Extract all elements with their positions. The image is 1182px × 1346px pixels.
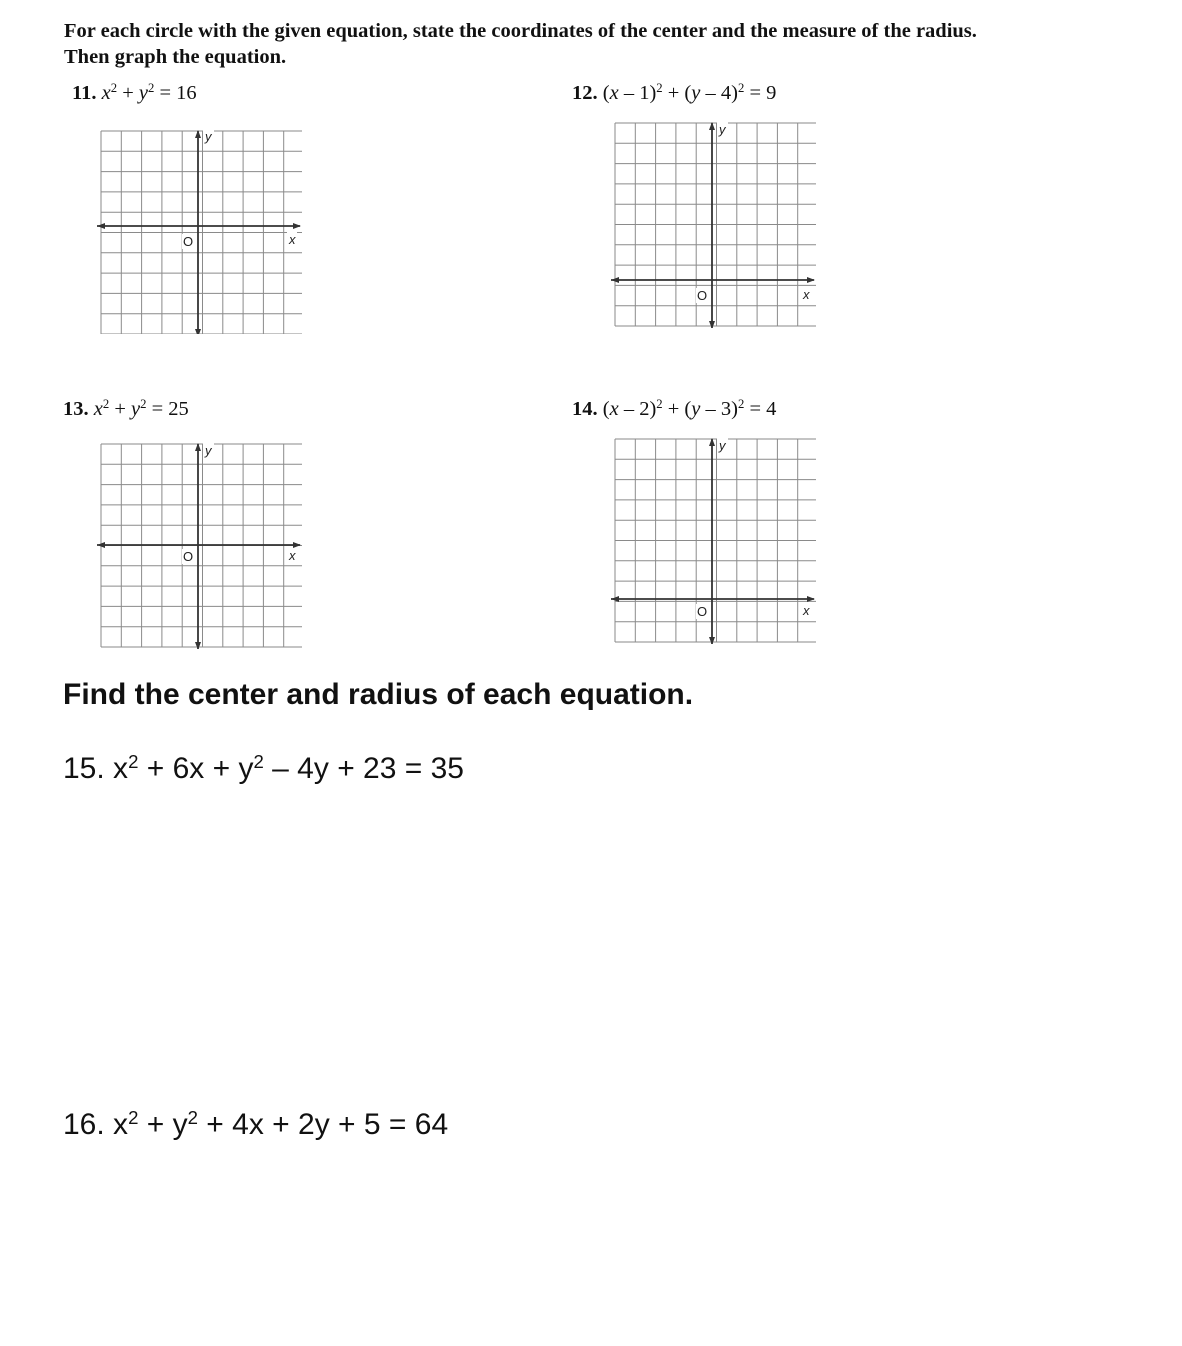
x-axis-label: x	[289, 548, 296, 563]
section-heading: Find the center and radius of each equation.	[63, 678, 694, 711]
problem-13-coordinate-grid[interactable]	[96, 441, 302, 649]
origin-label: O	[183, 549, 194, 564]
grid-lines	[615, 123, 816, 326]
grid-lines	[101, 131, 302, 334]
instructions-line-2: Then graph the equation.	[64, 46, 287, 68]
problem-11-coordinate-grid[interactable]	[96, 126, 302, 334]
problem-14-equation: 14. (x – 2)$^2$ + (y – 3)$^2$ = 4	[572, 397, 777, 420]
y-axis-label: y	[205, 129, 212, 144]
y-axis-down-arrow	[195, 642, 201, 649]
y-axis-down-arrow	[709, 637, 715, 644]
problem-13-equation: 13. $x^2 + y^2 = 25$	[63, 397, 189, 420]
grid-lines	[615, 439, 816, 642]
problem-number: 12.	[572, 82, 598, 104]
problem-16-equation: 16. $x^2 + y^2 + 4x + 2y + 5 = 64$	[63, 1106, 449, 1141]
x-axis-label: x	[803, 287, 810, 302]
x-axis-right-arrow	[807, 277, 815, 283]
y-axis-down-arrow	[195, 329, 201, 334]
x-axis-label: x	[289, 232, 296, 247]
y-axis-label: y	[719, 122, 726, 137]
problem-15-equation: 15. $x^2 + 6x + y^2 - 4y + 23 = 35$	[63, 750, 464, 785]
origin-label: O	[697, 288, 708, 303]
y-axis-down-arrow	[709, 321, 715, 328]
problem-12-coordinate-grid[interactable]	[610, 120, 816, 328]
problem-number: 16.	[63, 1108, 105, 1141]
y-axis-label: y	[205, 443, 212, 458]
problem-11-equation: 11. $x^2 + y^2 = 16$	[72, 81, 197, 104]
problem-number: 15.	[63, 752, 105, 785]
problem-12-equation: 12. (x – 1)$^2$ + (y – 4)$^2$ = 9	[572, 81, 777, 104]
problem-number: 13.	[63, 398, 89, 420]
instructions	[64, 18, 1144, 70]
problem-number: 11.	[72, 82, 97, 104]
x-axis-label: x	[803, 603, 810, 618]
x-axis-right-arrow	[293, 223, 301, 229]
problem-14-coordinate-grid[interactable]	[610, 436, 816, 644]
problem-number: 14.	[572, 398, 598, 420]
origin-label: O	[697, 604, 708, 619]
origin-label: O	[183, 234, 194, 249]
y-axis-label: y	[719, 438, 726, 453]
instructions-line-1: For each circle with the given equation, state the coordinates of the center and the measure of the radius.	[64, 20, 977, 42]
